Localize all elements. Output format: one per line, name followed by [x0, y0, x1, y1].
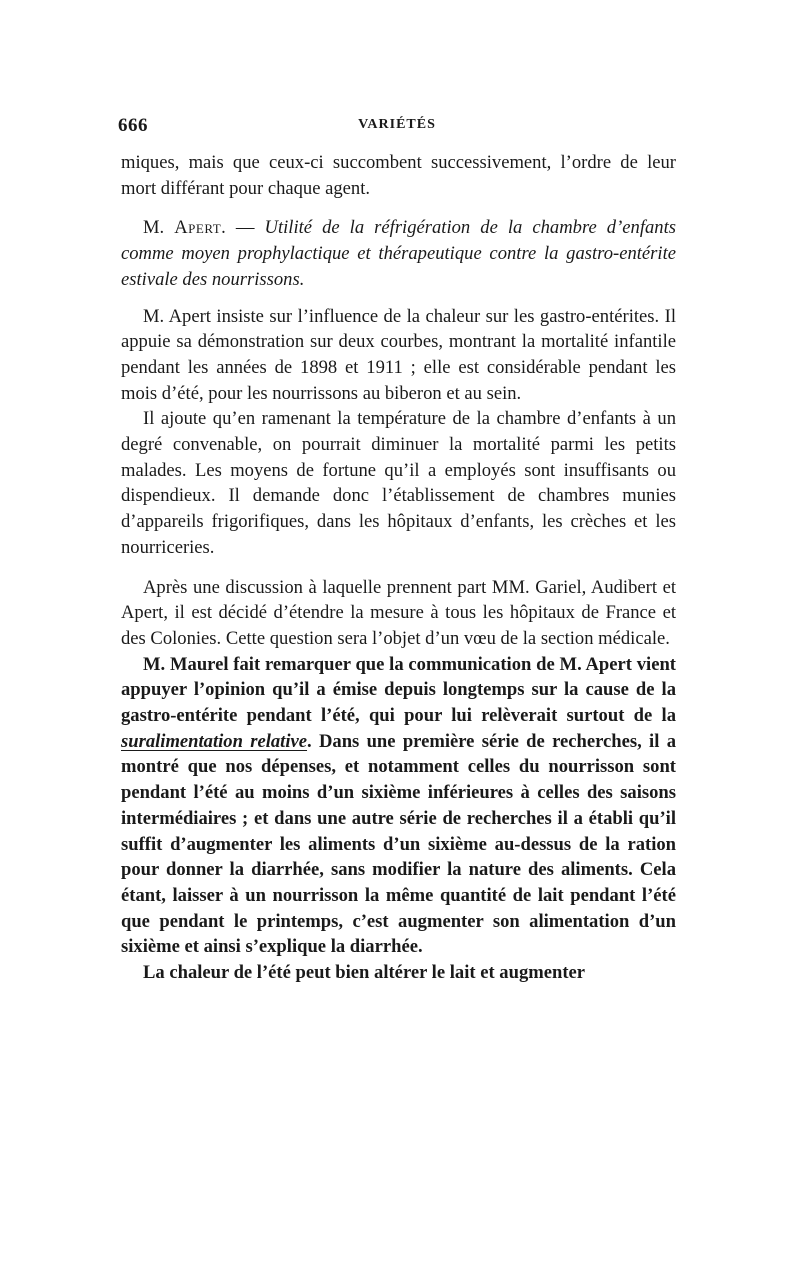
- page-body: [121, 150, 676, 986]
- author-prefix: M.: [143, 217, 175, 239]
- page-number: 666: [118, 115, 148, 136]
- heading-dash: . —: [221, 217, 265, 239]
- page-header: [118, 115, 676, 139]
- communication-title: Utilité de la réfrigération de la chambre d’enfants comme moyen prophylactique et thérapeutique contre la gastro-entérite estivale des nourrissons.: [121, 217, 676, 290]
- paragraph-maurel: [121, 652, 676, 960]
- paragraph-apert-refrigeration: Il ajoute qu’en ramenant la température de la chambre d’enfants à un degré convenable, on pourrait diminuer la mortalité parmi les petits malades. Les moyens de fortune qu’il a employés sont insuffisants ou dispendieux. Il demande donc l’établissement de chambres munies d’appareils frigorifiques, dans les hôpitaux d’enfants, les crèches et les nourriceries.: [121, 408, 676, 558]
- paragraph-chaleur: La chaleur de l’été peut bien altérer le lait et augmenter: [143, 962, 586, 984]
- maurel-text-b: . Dans une première série de recherches, il a montré que nos dépenses, et notamment celles du nourrisson sont pendant l’été au moins d’un sixième inférieures à celles des saisons intermédiaires ; et dans une autre série de recherches il a établi qu’il suffit d’augmenter les aliments d’un sixième au-dessus de la ration pour donner la diarrhée, sans modifier la nature des aliments. Cela étant, laisser à un nourrisson la même quantité de lait pendant l’été que pendant le printemps, c’est augmenter son alimentation d’un sixième et ainsi s’explique la diarrhée.: [121, 730, 676, 958]
- emphasis-suralimentation: suralimentation relative: [121, 730, 308, 752]
- maurel-text-a: M. Maurel fait remarquer que la communication de M. Apert vient appuyer l’opinion qu’il a émise depuis longtemps sur la cause de la gastro-entérite pendant l’été, qui pour lui relèverait surtout de la: [121, 653, 676, 727]
- paragraph-discussion: Après une discussion à laquelle prennent part MM. Gariel, Audibert et Apert, il est décidé d’étendre la mesure à tous les hôpitaux de France et des Colonies. Cette question sera l’objet d’un vœu de la section médicale.: [121, 576, 676, 649]
- author-name: Apert: [174, 217, 222, 239]
- paragraph-apert-influence: M. Apert insiste sur l’influence de la chaleur sur les gastro-entérites. Il appuie sa démonstration sur deux courbes, montrant la mortalité infantile pendant les années de 1898 et 1911 ; elle est considérable pendant les mois d’été, pour les nourrissons au biberon et au sein.: [121, 305, 676, 404]
- running-title: VARIÉTÉS: [358, 117, 436, 132]
- communication-heading: [121, 215, 676, 292]
- paragraph-continuation: miques, mais que ceux-ci succombent successivement, l’ordre de leur mort différant pour chaque agent.: [121, 152, 676, 199]
